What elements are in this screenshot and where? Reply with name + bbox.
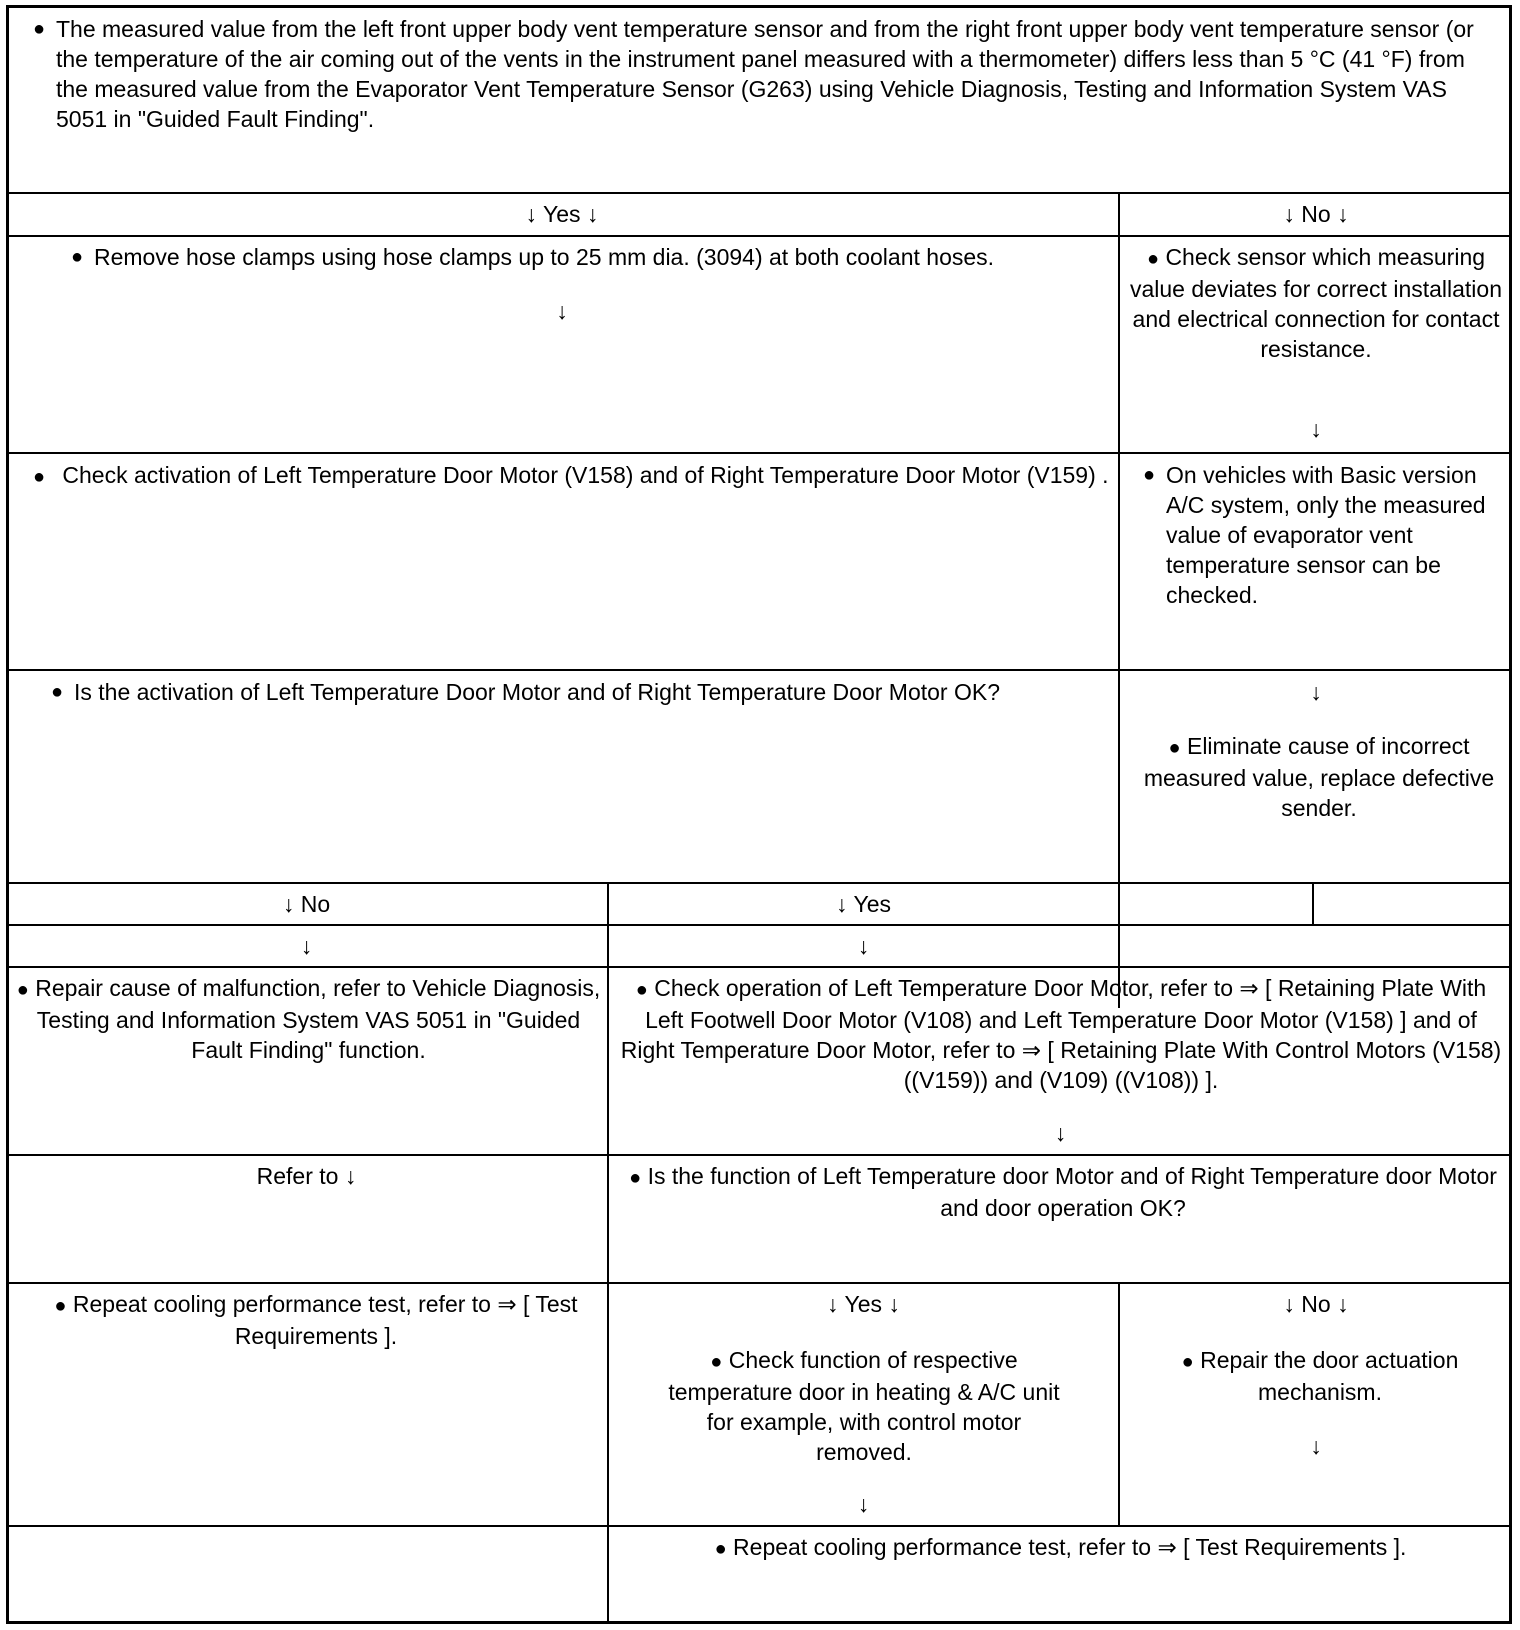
bullet-icon: ● — [50, 681, 64, 703]
down-arrow-icon: ↓ — [1054, 1120, 1067, 1146]
rule — [6, 235, 1512, 237]
bullet-icon: ● — [32, 466, 46, 488]
branch-no-label: ↓ No ↓ — [1283, 1291, 1349, 1317]
rule — [6, 924, 1512, 926]
step-text: Check activation of Left Temperature Door Motor (V158) and of Right Temperature Door Motor (V159) . — [62, 462, 1109, 488]
step-repeat-test-final — [609, 1532, 1512, 1564]
question-activation-ok — [40, 677, 1114, 707]
bullet-icon: ● — [54, 1295, 67, 1317]
step-text: Check function of respective temperature door in heating & A/C unit for example, with control motor removed. — [668, 1347, 1060, 1465]
step-text: Repeat cooling performance test, refer to ⇒ [ Test Requirements ]. — [733, 1534, 1407, 1560]
step-text: Repeat cooling performance test, refer to ⇒ [ Test Requirements ]. — [72, 1291, 578, 1349]
rule — [6, 1282, 1512, 1284]
down-arrow-icon: ↓ — [1310, 416, 1322, 442]
branch-no-label: ↓ No — [282, 891, 331, 917]
question-text: Is the activation of Left Temperature Door Motor and of Right Temperature Door Motor OK? — [74, 679, 1000, 705]
down-arrow-icon: ↓ — [556, 298, 568, 324]
step-eliminate — [1130, 731, 1508, 823]
bullet-icon: ● — [32, 18, 46, 40]
step-text: On vehicles with Basic version A/C system, only the measured value of evaporator vent temperature sensor can be checked. — [1166, 462, 1486, 608]
bullet-icon: ● — [1142, 464, 1156, 486]
rule — [6, 452, 1512, 454]
question-text: Is the function of Left Temperature door Motor and of Right Temperature door Motor and door operation OK? — [647, 1163, 1497, 1221]
rule — [6, 192, 1512, 194]
step-check-operation — [616, 973, 1506, 1095]
refer-to-label: Refer to ↓ — [256, 1163, 357, 1189]
branch-yes-label: ↓ Yes — [836, 891, 891, 917]
down-arrow-icon: ↓ — [857, 933, 870, 959]
rule — [6, 882, 1512, 884]
rule — [6, 1525, 1512, 1527]
branch-yes-label: ↓ Yes ↓ — [827, 1291, 900, 1317]
bullet-icon: ● — [635, 979, 648, 1001]
down-arrow-icon: ↓ — [857, 1491, 870, 1517]
step-check-activation — [22, 460, 1114, 492]
step-text: Check operation of Left Temperature Door Motor, refer to ⇒ [ Retaining Plate With Left Footwell Door Motor (V108) and Left Temperature Door Motor (V158) ] and of Right Temperature Door Motor, refer to ⇒ [ Retaining Plate With Control Motors (V158) ((V159)) and (V109) ((V108)) ]. — [620, 975, 1502, 1093]
branch-no-label: ↓ No ↓ — [1283, 201, 1349, 227]
branch-yes-label: ↓ Yes ↓ — [525, 201, 599, 227]
step-repair-malfunction — [14, 973, 603, 1065]
rule — [6, 1154, 1512, 1156]
bullet-icon: ● — [710, 1351, 723, 1373]
step-text: Check sensor which measuring value deviates for correct installation and electrical connection for contact resistance. — [1129, 244, 1503, 362]
step-text: Remove hose clamps using hose clamps up to 25 mm dia. (3094) at both coolant hoses. — [94, 244, 995, 270]
rule — [1312, 882, 1314, 926]
intro-text: The measured value from the left front upper body vent temperature sensor and from the right front upper body vent temperature sensor (or the temperature of the air coming out of the vents in the instrument panel measured with a thermometer) differs less than 5 °C (41 °F) from the measured value from the Evaporator Vent Temperature Sensor (G263) using Vehicle Diagnosis, Testing and Information System VAS 5051 in "Guided Fault Finding". — [56, 16, 1474, 132]
down-arrow-icon: ↓ — [1310, 679, 1322, 705]
step-remove-clamps — [60, 242, 1118, 272]
bullet-icon: ● — [1181, 1351, 1194, 1373]
step-basic-version — [1132, 460, 1508, 610]
rule — [6, 669, 1512, 671]
step-check-door-function — [660, 1345, 1068, 1467]
question-function-ok — [620, 1161, 1506, 1223]
intro-step — [22, 14, 1502, 134]
bullet-icon: ● — [70, 246, 84, 268]
step-check-sensor — [1124, 242, 1508, 364]
step-text: Repair the door actuation mechanism. — [1200, 1347, 1459, 1405]
bullet-icon: ● — [1168, 737, 1181, 759]
rule — [1118, 192, 1120, 1008]
bullet-icon: ● — [714, 1538, 727, 1560]
bullet-icon: ● — [16, 979, 29, 1001]
bullet-icon: ● — [629, 1167, 642, 1189]
down-arrow-icon: ↓ — [1310, 1433, 1322, 1459]
step-text: Repair cause of malfunction, refer to Vehicle Diagnosis, Testing and Information System VAS 5051 in "Guided Fault Finding" function. — [35, 975, 601, 1063]
step-repair-door — [1150, 1345, 1490, 1407]
step-text: Eliminate cause of incorrect measured value, replace defective sender. — [1143, 733, 1495, 821]
bullet-icon: ● — [1146, 248, 1160, 270]
step-repeat-test — [40, 1289, 592, 1351]
down-arrow-icon: ↓ — [300, 933, 313, 959]
rule — [6, 966, 1512, 968]
